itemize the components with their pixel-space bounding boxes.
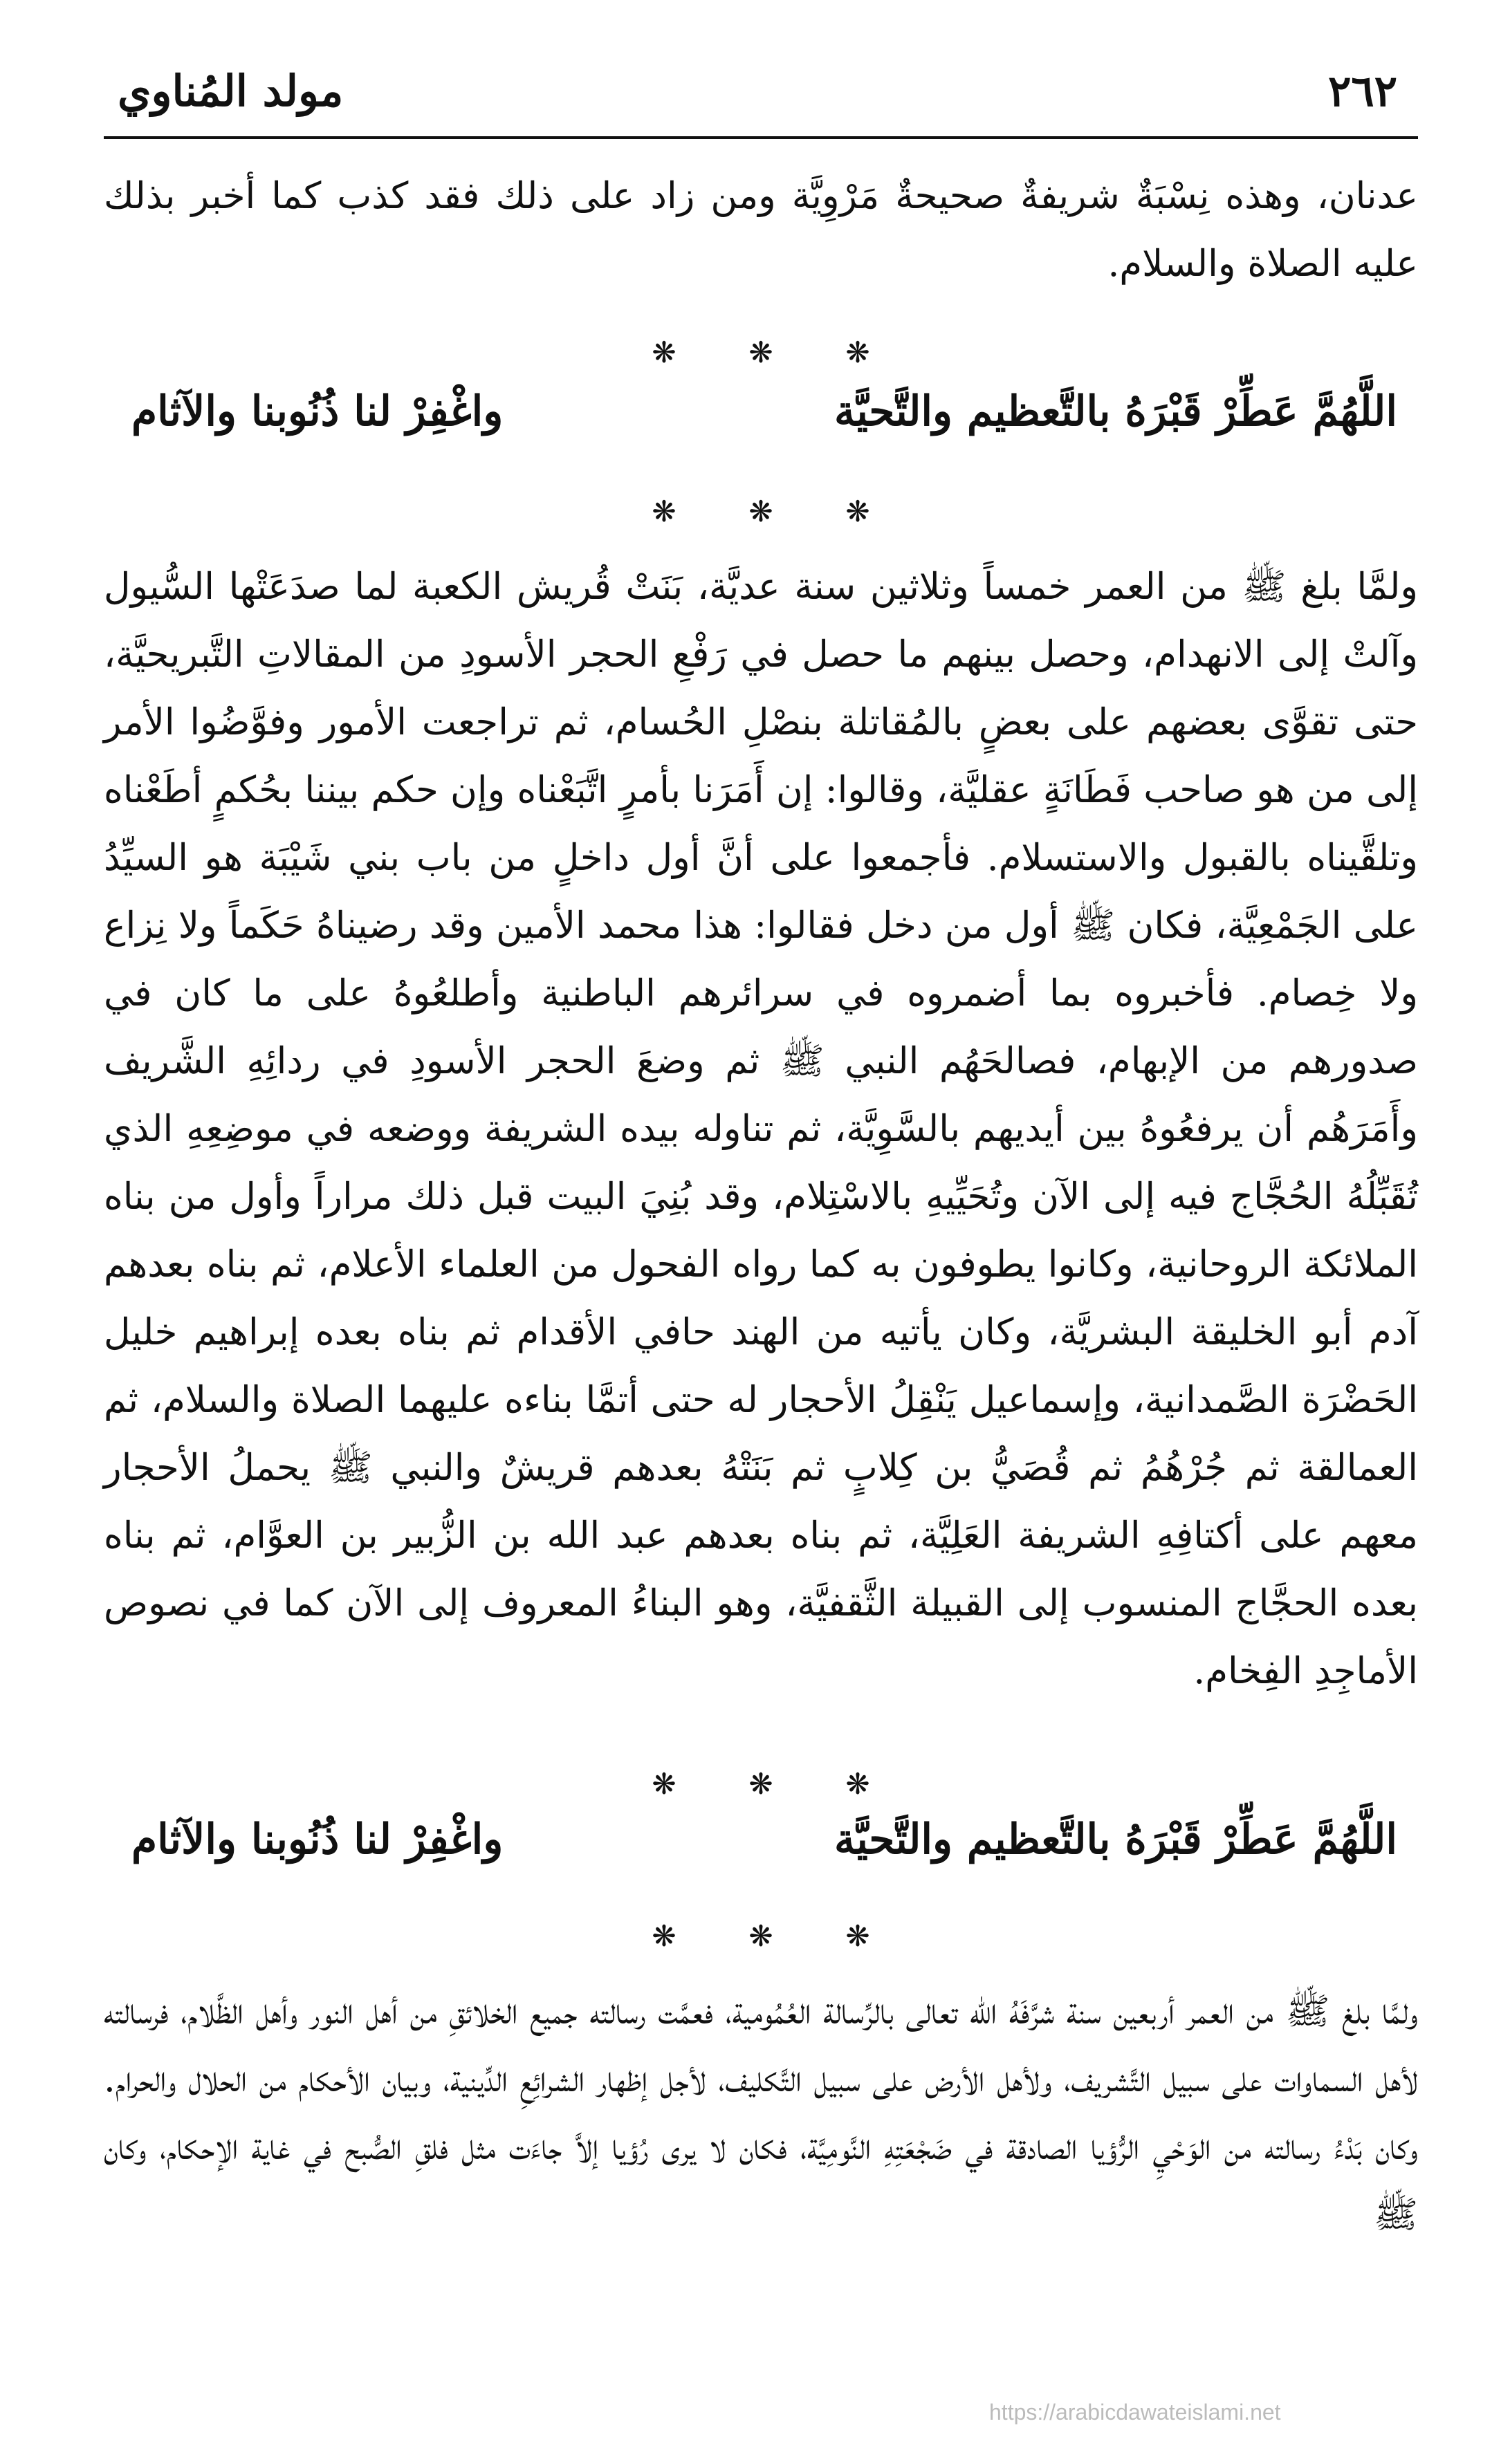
star-icon: ❋ <box>748 494 773 528</box>
refrain-verse-1 <box>104 387 1418 450</box>
header-divider <box>104 136 1418 139</box>
stars-ornament-3 <box>104 1767 1418 1801</box>
star-icon: ❋ <box>652 1767 676 1801</box>
paragraph-2: ولمَّا بلغ ﷺ من العمر خمساً وثلاثين سنة عديَّة، بَنَتْ قُريش الكعبة لما صدَعَتْها السُّيول وآلتْ إلى الانهدام، وحصل بينهم ما حصل في رَفْعِ الحجر الأسودِ من المقالاتِ التَّبريحيَّة، حتى تقوَّى بعضهم على بعضٍ بالمُقاتلة بنصْلِ الحُسام، ثم تراجعت الأمور وفوَّضُوا الأمر إلى من هو صاحب فَطَانَةٍ عقليَّة، وقالوا: إن أَمَرَنا بأمرٍ اتَّبَعْناه وإن حكم بيننا بحُكمٍ أطَعْناه وتلقَّيناه بالقبول والاستسلام. فأجمعوا على أنَّ أول داخلٍ من باب بني شَيْبَة هو السيِّدُ على الجَمْعِيَّة، فكان ﷺ أول من دخل فقالوا: هذا محمد الأمين وقد رضيناهُ حَكَماً ولا نِزاع ولا خِصام. فأخبروه بما أضمروه في سرائرهم الباطنية وأطلعُوهُ على ما كان في صدورهم من الإبهام، فصالحَهُم النبي ﷺ ثم وضعَ الحجر الأسودِ في ردائِهِ الشَّريف وأَمَرَهُم أن يرفعُوهُ بين أيديهم بالسَّوِيَّة، ثم تناوله بيده الشريفة ووضعه في موضِعِهِ الذي تُقَبِّلُهُ الحُجَّاج فيه إلى الآن وتُحَيِّيهِ بالاسْتِلام، وقد بُنِيَ البيت قبل ذلك مراراً وأول من بناه الملائكة الروحانية، وكانوا يطوفون به كما رواه الفحول من العلماء الأعلام، ثم بناه بعدهم آدم أبو الخليقة البشريَّة، وكان يأتيه من الهند حافي الأقدام ثم بناه بعده إبراهيم خليل الحَضْرَة الصَّمدانية، وإسماعيل يَنْقِلُ الأحجار له حتى أتمَّا بناءه عليهما الصلاة والسلام، ثم العمالقة ثم جُرْهُمُ ثم قُصَيُّ بن كِلابٍ ثم بَنَتْهُ بعدهم قريشٌ والنبي ﷺ يحملُ الأحجار معهم على أكتافِهِ الشريفة العَلِيَّة، ثم بناه بعدهم عبد الله بن الزُّبير بن العوَّام، ثم بناه بعده الحجَّاج المنسوب إلى القبيلة الثَّقفيَّة، وهو البناءُ المعروف إلى الآن كما في نصوص الأماجِدِ الفِخام. <box>104 566 1418 1692</box>
star-icon: ❋ <box>748 1767 773 1801</box>
star-icon: ❋ <box>845 1919 870 1953</box>
paragraph-3: ولمَّا بلغ ﷺ من العمر أربعين سنة شرَّفَهُ الله تعالى بالرِّسالة العُمُومية، فعمَّت رسالته جميع الخلائقِ من أهل النور وأهل الظَّلام، فرسالته لأهل السماوات على سبيل التَّشريف، ولأهل الأرض على سبيل التَّكليف، لأجل إظهار الشرائِعِ الدِّينية، وبيان الأحكام من الحلال والحرام. وكان بَدْءُ رسالته من الوَحْيِ الرُّؤيا الصادقة في ضَجْعَتِهِ النَّومِيَّة، فكان لا يرى رُؤيا إلاَّ جاءَت مثل فلقِ الصُّبح في غاية الإحكام، وكان ﷺ <box>104 1990 1418 2236</box>
star-icon: ❋ <box>652 335 676 369</box>
star-icon: ❋ <box>748 1919 773 1953</box>
refrain-verse-2 <box>104 1815 1418 1878</box>
book-page <box>104 0 1418 2464</box>
star-icon: ❋ <box>748 335 773 369</box>
watermark-url: https://arabicdawateislami.net <box>989 2400 1281 2425</box>
refrain-first-hemistich: اللَّهُمَّ عَطِّرْ قَبْرَهُ بالتَّعظيم والتَّحيَّة <box>834 387 1397 436</box>
stars-ornament-1 <box>104 335 1418 369</box>
star-icon: ❋ <box>845 335 870 369</box>
running-title: مولد المُناوي <box>118 66 344 116</box>
refrain-second-hemistich: واغْفِرْ لنا ذُنُوبنا والآثام <box>131 1815 504 1864</box>
page-header <box>104 59 1418 135</box>
star-icon: ❋ <box>652 1919 676 1953</box>
star-icon: ❋ <box>845 494 870 528</box>
page-number: ٢٦٢ <box>1328 66 1397 116</box>
stars-ornament-4 <box>104 1919 1418 1953</box>
paragraph-1: عدنان، وهذه نِسْبَةٌ شريفةٌ صحيحةٌ مَرْوِيَّة ومن زاد على ذلك فقد كذب كما أخبر بذلك عليه الصلاة والسلام. <box>104 175 1418 285</box>
refrain-first-hemistich: اللَّهُمَّ عَطِّرْ قَبْرَهُ بالتَّعظيم والتَّحيَّة <box>834 1815 1397 1864</box>
star-icon: ❋ <box>652 494 676 528</box>
star-icon: ❋ <box>845 1767 870 1801</box>
refrain-second-hemistich: واغْفِرْ لنا ذُنُوبنا والآثام <box>131 387 504 436</box>
stars-ornament-2 <box>104 494 1418 528</box>
